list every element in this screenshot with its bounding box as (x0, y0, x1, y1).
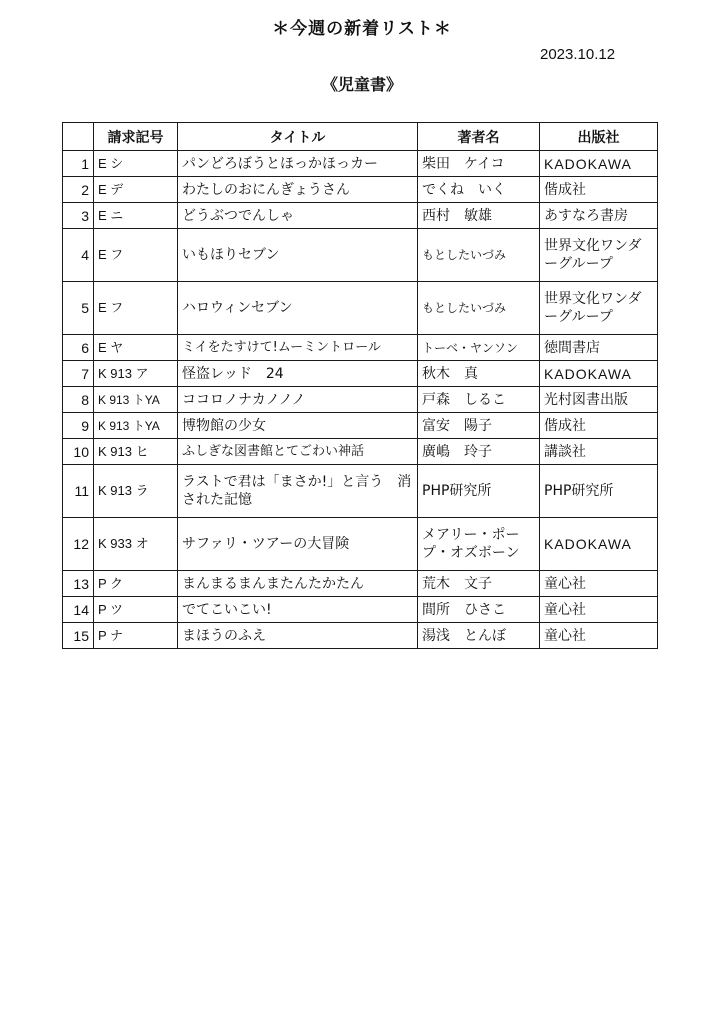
book-author: PHP研究所 (418, 465, 540, 518)
row-number: 2 (63, 177, 94, 203)
list-title: ＊今週の新着リスト＊ (272, 19, 452, 39)
row-number: 13 (63, 571, 94, 597)
book-author: 西村 敏雄 (418, 203, 540, 229)
call-number: E フ (94, 229, 178, 282)
book-publisher: 童心社 (540, 571, 658, 597)
book-publisher: 世界文化ワンダーグループ (540, 229, 658, 282)
book-author: もとしたいづみ (418, 282, 540, 335)
table-row (63, 203, 658, 229)
book-title: パンどろぼうとほっかほっカー (178, 151, 418, 177)
table-row (63, 439, 658, 465)
call-number: E ニ (94, 203, 178, 229)
call-number: E デ (94, 177, 178, 203)
column-header-title: タイトル (178, 123, 418, 151)
book-title: まほうのふえ (178, 623, 418, 649)
book-publisher: 童心社 (540, 597, 658, 623)
table-row (63, 518, 658, 571)
row-number: 15 (63, 623, 94, 649)
call-number: E シ (94, 151, 178, 177)
row-number: 5 (63, 282, 94, 335)
table-row (63, 623, 658, 649)
row-number: 1 (63, 151, 94, 177)
row-number: 10 (63, 439, 94, 465)
table-header-row (63, 123, 658, 151)
book-title: いもほりセブン (178, 229, 418, 282)
book-author: 秋木 真 (418, 361, 540, 387)
column-header-author: 著者名 (418, 123, 540, 151)
book-title: ふしぎな図書館とてごわい神話 (178, 439, 418, 465)
book-title: でてこいこい! (178, 597, 418, 623)
book-publisher: KADOKAWA (540, 361, 658, 387)
call-number: K 933 オ (94, 518, 178, 571)
book-author: 湯浅 とんぼ (418, 623, 540, 649)
section-heading: 《児童書》 (321, 75, 402, 94)
book-title: まんまるまんまたんたかたん (178, 571, 418, 597)
row-number: 3 (63, 203, 94, 229)
new-books-table (62, 122, 658, 649)
book-publisher: KADOKAWA (540, 151, 658, 177)
book-author: 戸森 しるこ (418, 387, 540, 413)
book-publisher: 偕成社 (540, 177, 658, 203)
call-number: K 913 トYA (94, 387, 178, 413)
table-row (63, 151, 658, 177)
table-row (63, 571, 658, 597)
book-title: ミイをたすけて!ムーミントロール (178, 335, 418, 361)
book-publisher: 光村図書出版 (540, 387, 658, 413)
book-publisher: 偕成社 (540, 413, 658, 439)
row-number: 4 (63, 229, 94, 282)
call-number: K 913 ヒ (94, 439, 178, 465)
table-row (63, 597, 658, 623)
row-number: 7 (63, 361, 94, 387)
book-publisher: 徳間書店 (540, 335, 658, 361)
row-number: 6 (63, 335, 94, 361)
row-number: 12 (63, 518, 94, 571)
book-author: もとしたいづみ (418, 229, 540, 282)
table-row (63, 177, 658, 203)
table-row (63, 387, 658, 413)
book-author: でくね いく (418, 177, 540, 203)
book-publisher: KADOKAWA (540, 518, 658, 571)
call-number: K 913 トYA (94, 413, 178, 439)
book-title: ココロノナカノノノ (178, 387, 418, 413)
table-row (63, 282, 658, 335)
table-row (63, 465, 658, 518)
call-number: P ツ (94, 597, 178, 623)
call-number: E ヤ (94, 335, 178, 361)
table-row (63, 413, 658, 439)
book-author: 柴田 ケイコ (418, 151, 540, 177)
table-row (63, 361, 658, 387)
call-number: K 913 ア (94, 361, 178, 387)
book-publisher: 童心社 (540, 623, 658, 649)
row-number: 14 (63, 597, 94, 623)
book-title: わたしのおにんぎょうさん (178, 177, 418, 203)
book-title: どうぶつでんしゃ (178, 203, 418, 229)
book-author: トーベ・ヤンソン (418, 335, 540, 361)
row-number: 9 (63, 413, 94, 439)
table-row (63, 229, 658, 282)
book-title: ラストで君は「まさか!」と言う 消された記憶 (178, 465, 418, 518)
book-author: 荒木 文子 (418, 571, 540, 597)
book-author: メアリー・ポープ・オズボーン (418, 518, 540, 571)
book-publisher: 講談社 (540, 439, 658, 465)
column-header-publisher: 出版社 (540, 123, 658, 151)
book-title: 博物館の少女 (178, 413, 418, 439)
list-date: 2023.10.12 (540, 46, 616, 63)
call-number: K 913 ラ (94, 465, 178, 518)
book-publisher: PHP研究所 (540, 465, 658, 518)
row-number: 11 (63, 465, 94, 518)
table-row (63, 335, 658, 361)
column-header-call-number: 請求記号 (94, 123, 178, 151)
book-publisher: 世界文化ワンダーグループ (540, 282, 658, 335)
book-author: 富安 陽子 (418, 413, 540, 439)
book-title: サファリ・ツアーの大冒険 (178, 518, 418, 571)
call-number: P ナ (94, 623, 178, 649)
book-author: 廣嶋 玲子 (418, 439, 540, 465)
book-publisher: あすなろ書房 (540, 203, 658, 229)
row-number: 8 (63, 387, 94, 413)
column-header-number (63, 123, 94, 151)
book-title: ハロウィンセブン (178, 282, 418, 335)
call-number: P ク (94, 571, 178, 597)
call-number: E フ (94, 282, 178, 335)
book-author: 間所 ひさこ (418, 597, 540, 623)
book-title: 怪盗レッド 24 (178, 361, 418, 387)
